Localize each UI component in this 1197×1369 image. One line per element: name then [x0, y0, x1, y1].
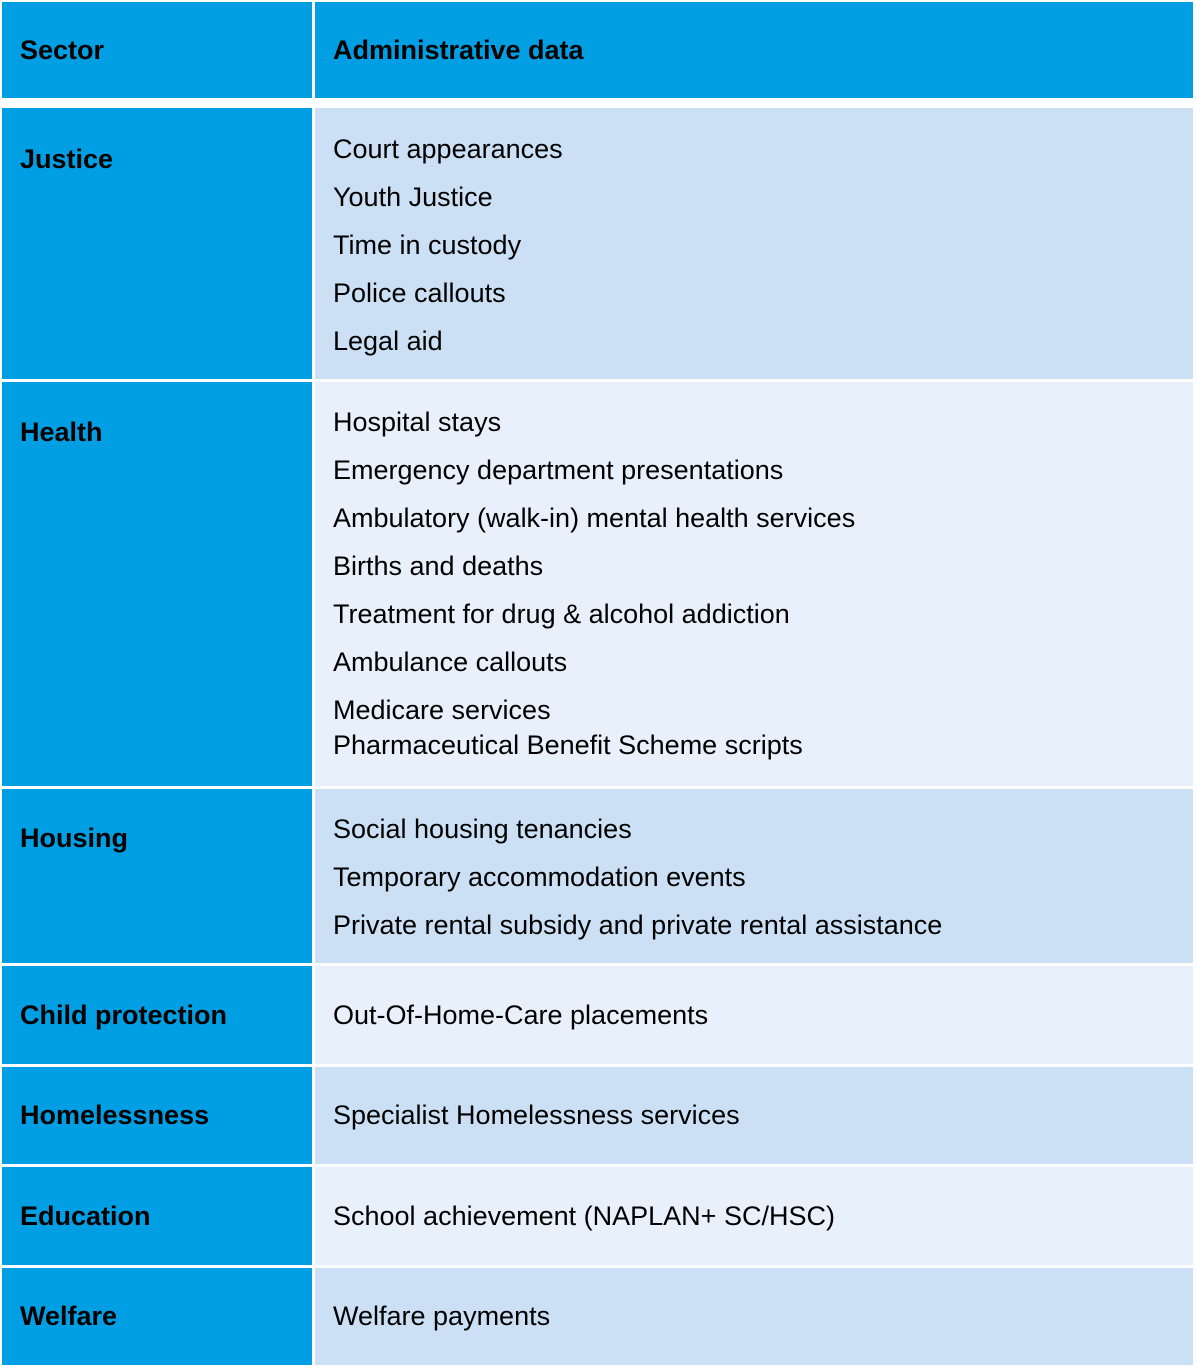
data-cell	[315, 1167, 1193, 1265]
table-row-homelessness	[2, 1067, 1193, 1164]
sector-label: Child protection	[2, 966, 312, 1064]
table-row-health	[2, 382, 1193, 786]
sector-label: Health	[2, 382, 312, 786]
data-item: Treatment for drug & alcohol addiction	[333, 599, 790, 629]
sector-label: Welfare	[2, 1268, 312, 1365]
data-item: Welfare payments	[333, 1301, 551, 1331]
data-item: Out-Of-Home-Care placements	[333, 999, 709, 1030]
sector-label: Education	[2, 1167, 312, 1265]
table-row-education	[2, 1167, 1193, 1265]
header-administrative-data: Administrative data	[315, 2, 1193, 98]
data-cell	[315, 1067, 1193, 1164]
data-item: Police callouts	[333, 278, 506, 308]
sector-label: Justice	[2, 108, 312, 379]
table-row-welfare	[2, 1268, 1193, 1365]
data-item: Time in custody	[333, 230, 522, 260]
data-item: Births and deaths	[333, 551, 544, 581]
data-item: School achievement (NAPLAN+ SC/HSC)	[333, 1200, 835, 1231]
data-cell	[315, 966, 1193, 1064]
data-item: Ambulatory (walk-in) mental health services	[333, 503, 856, 533]
data-item: Court appearances	[333, 134, 563, 164]
data-item: Medicare services	[333, 695, 551, 725]
data-item: Social housing tenancies	[333, 814, 632, 844]
data-item: Emergency department presentations	[333, 455, 784, 485]
data-item: Private rental subsidy and private rental assistance	[333, 910, 943, 940]
data-item: Temporary accommodation events	[333, 862, 746, 892]
data-item: Pharmaceutical Benefit Scheme scripts	[333, 730, 803, 760]
data-item: Legal aid	[333, 326, 443, 356]
header-sector: Sector	[2, 2, 312, 98]
table-row-child-protection	[2, 966, 1193, 1064]
data-cell	[315, 789, 1193, 963]
data-item: Youth Justice	[333, 182, 493, 212]
table-header-row	[2, 2, 1193, 98]
data-cell	[315, 108, 1193, 379]
table-row-housing	[2, 789, 1193, 963]
data-item: Hospital stays	[333, 407, 502, 437]
data-cell	[315, 1268, 1193, 1365]
sector-label: Housing	[2, 789, 312, 963]
sector-data-table	[2, 2, 1193, 1365]
table-row-justice	[2, 108, 1193, 379]
data-item: Ambulance callouts	[333, 647, 568, 677]
sector-label: Homelessness	[2, 1067, 312, 1164]
data-item: Specialist Homelessness services	[333, 1100, 740, 1130]
data-cell	[315, 382, 1193, 786]
